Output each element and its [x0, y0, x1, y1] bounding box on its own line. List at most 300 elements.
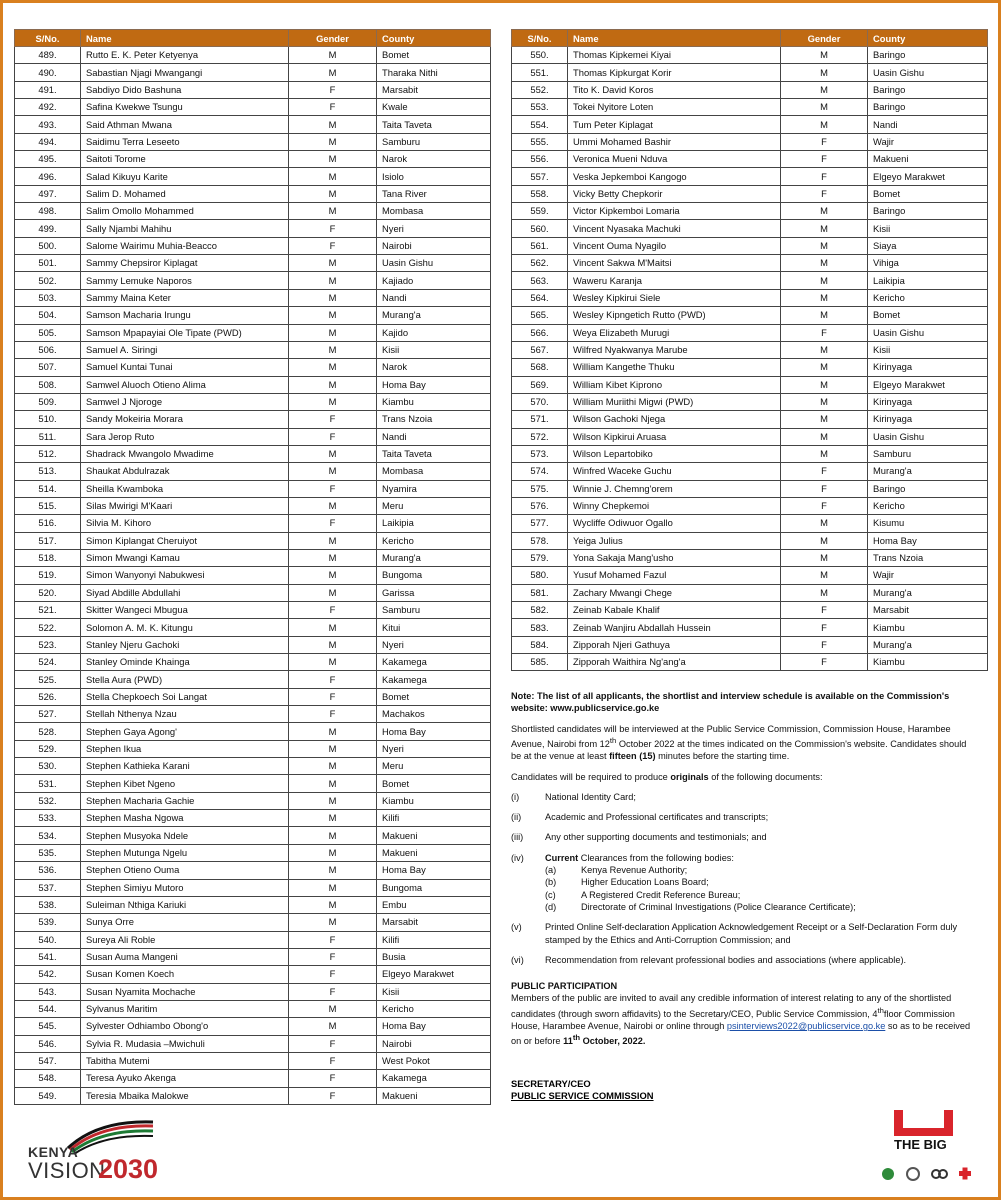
cell-sno: 537.	[15, 879, 81, 896]
cell-sno: 535.	[15, 844, 81, 861]
cell-name: Stella Chepkoech Soi Langat	[81, 688, 289, 705]
cell-gender: M	[289, 654, 377, 671]
cell-name: Stephen Musyoka Ndele	[81, 827, 289, 844]
cell-county: Nandi	[868, 116, 988, 133]
table-row	[15, 619, 491, 636]
cell-gender: M	[781, 515, 868, 532]
table-row	[15, 879, 491, 896]
col-county-header: County	[868, 30, 988, 47]
cell-sno: 530.	[15, 758, 81, 775]
cell-gender: M	[289, 619, 377, 636]
cell-gender: M	[781, 81, 868, 98]
cell-county: Kericho	[377, 1000, 491, 1017]
cell-gender: M	[781, 411, 868, 428]
cell-sno: 576.	[512, 497, 568, 514]
cell-gender: F	[289, 515, 377, 532]
cell-gender: M	[781, 341, 868, 358]
signature-block	[511, 1078, 654, 1102]
cell-county: Machakos	[377, 706, 491, 723]
cell-gender: F	[781, 133, 868, 150]
cell-county: Trans Nzoia	[868, 549, 988, 566]
cell-county: Kericho	[377, 532, 491, 549]
cell-sno: 572.	[512, 428, 568, 445]
cell-name: Thomas Kipkurgat Korir	[568, 64, 781, 81]
document-item: (v) Printed Online Self-declaration Application Acknowledgement Receipt or a Self-Declaration Form duly stamped by the Ethics and Anti-Corruption Commission; and	[511, 922, 958, 945]
cell-county: Vihiga	[868, 255, 988, 272]
pillar-icons	[880, 1164, 975, 1186]
cell-sno: 494.	[15, 133, 81, 150]
cell-sno: 509.	[15, 393, 81, 410]
table-row	[15, 168, 491, 185]
cell-sno: 495.	[15, 151, 81, 168]
cell-gender: F	[289, 983, 377, 1000]
cell-name: Wilfred Nyakwanya Marube	[568, 341, 781, 358]
cell-gender: M	[289, 775, 377, 792]
cell-sno: 533.	[15, 810, 81, 827]
cell-sno: 555.	[512, 133, 568, 150]
cell-sno: 583.	[512, 619, 568, 636]
cell-sno: 513.	[15, 463, 81, 480]
cell-gender: F	[781, 168, 868, 185]
table-row	[15, 99, 491, 116]
cell-gender: M	[289, 862, 377, 879]
cell-name: Sylvia R. Mudasia –Mwichuli	[81, 1035, 289, 1052]
cell-gender: F	[289, 237, 377, 254]
cell-name: Teresia Mbaika Malokwe	[81, 1087, 289, 1104]
cell-county: Kitui	[377, 619, 491, 636]
cell-gender: F	[289, 1070, 377, 1087]
clearances-list	[545, 864, 976, 913]
cell-gender: M	[289, 393, 377, 410]
table-row	[15, 671, 491, 688]
cell-county: West Pokot	[377, 1052, 491, 1069]
table-row	[512, 567, 988, 584]
cell-sno: 491.	[15, 81, 81, 98]
cell-county: Kakamega	[377, 671, 491, 688]
cell-gender: F	[781, 324, 868, 341]
cell-name: Wesley Kipngetich Rutto (PWD)	[568, 307, 781, 324]
cell-sno: 558.	[512, 185, 568, 202]
cell-gender: M	[289, 1018, 377, 1035]
table-row	[512, 636, 988, 653]
cell-sno: 532.	[15, 792, 81, 809]
cell-name: Yona Sakaja Mang'usho	[568, 549, 781, 566]
cell-sno: 547.	[15, 1052, 81, 1069]
table-row	[15, 515, 491, 532]
cell-name: Winny Chepkemoi	[568, 497, 781, 514]
cell-name: Vincent Sakwa M'Maitsi	[568, 255, 781, 272]
table-row	[512, 324, 988, 341]
table-row	[512, 428, 988, 445]
cell-county: Bomet	[377, 688, 491, 705]
cell-gender: M	[781, 376, 868, 393]
big-four-mark-icon	[880, 1110, 975, 1140]
cell-name: Silvia M. Kihoro	[81, 515, 289, 532]
cell-gender: F	[781, 619, 868, 636]
cell-county: Homa Bay	[377, 862, 491, 879]
notice-text	[511, 690, 976, 1056]
cell-county: Isiolo	[377, 168, 491, 185]
table-row	[15, 185, 491, 202]
cell-county: Kisii	[868, 220, 988, 237]
table-row	[512, 203, 988, 220]
table-row	[15, 914, 491, 931]
cell-sno: 529.	[15, 740, 81, 757]
cell-name: Tokei Nyitore Loten	[568, 99, 781, 116]
cell-name: Stephen Masha Ngowa	[81, 810, 289, 827]
table-row	[15, 740, 491, 757]
cell-gender: M	[289, 758, 377, 775]
cell-county: Bomet	[868, 185, 988, 202]
cell-sno: 541.	[15, 948, 81, 965]
table-row	[15, 1035, 491, 1052]
cell-name: Sammy Maina Keter	[81, 289, 289, 306]
cell-gender: F	[289, 1035, 377, 1052]
cell-sno: 517.	[15, 532, 81, 549]
cell-name: Samuel A. Siringi	[81, 341, 289, 358]
table-row	[15, 359, 491, 376]
cell-county: Baringo	[868, 203, 988, 220]
cell-gender: M	[289, 827, 377, 844]
document-item: (i) National Identity Card;	[511, 791, 636, 802]
cell-sno: 516.	[15, 515, 81, 532]
table-row	[512, 341, 988, 358]
public-participation-text: Members of the public are invited to avail any credible information of interest relating to any of the shortlisted candidates (through sworn affidavits) to the Secretary/CEO, Public Service Commission, 4thfloor Commission House, Harambee Avenue, Nairobi or online through psinterviews2022@publicservice.go.ke so as to be received on or before 11th October, 2022.	[511, 993, 971, 1047]
cell-county: Elgeyo Marakwet	[868, 168, 988, 185]
cell-name: Vicky Betty Chepkorir	[568, 185, 781, 202]
big-four-logo	[880, 1110, 975, 1190]
cell-sno: 518.	[15, 549, 81, 566]
cell-county: Busia	[377, 948, 491, 965]
table-row	[15, 428, 491, 445]
table-row	[15, 307, 491, 324]
cell-sno: 519.	[15, 567, 81, 584]
cell-gender: M	[781, 99, 868, 116]
cell-name: Sunya Orre	[81, 914, 289, 931]
col-sno-header: S/No.	[512, 30, 568, 47]
cell-sno: 515.	[15, 497, 81, 514]
table-row	[512, 289, 988, 306]
table-row	[512, 237, 988, 254]
table-row	[15, 723, 491, 740]
table-row	[15, 931, 491, 948]
cell-county: Kajido	[377, 324, 491, 341]
cell-name: Tum Peter Kiplagat	[568, 116, 781, 133]
cell-name: Thomas Kipkemei Kiyai	[568, 47, 781, 64]
cell-sno: 531.	[15, 775, 81, 792]
cell-name: Winfred Waceke Guchu	[568, 463, 781, 480]
cell-county: Samburu	[377, 602, 491, 619]
cell-county: Mombasa	[377, 203, 491, 220]
documents-list	[511, 791, 976, 844]
cell-sno: 582.	[512, 602, 568, 619]
table-row	[15, 341, 491, 358]
cell-gender: M	[781, 220, 868, 237]
cell-county: Nairobi	[377, 237, 491, 254]
table-row	[15, 792, 491, 809]
cell-name: Zipporah Njeri Gathuya	[568, 636, 781, 653]
cell-sno: 544.	[15, 1000, 81, 1017]
cell-sno: 507.	[15, 359, 81, 376]
cell-name: Zeinab Wanjiru Abdallah Hussein	[568, 619, 781, 636]
cell-name: Samwel Aluoch Otieno Alima	[81, 376, 289, 393]
cell-name: Wilson Kipkirui Aruasa	[568, 428, 781, 445]
document-item: (ii) Academic and Professional certificates and transcripts;	[511, 812, 769, 823]
cell-name: Veronica Mueni Nduva	[568, 151, 781, 168]
cell-name: Victor Kipkemboi Lomaria	[568, 203, 781, 220]
cell-county: Trans Nzoia	[377, 411, 491, 428]
shortlist-table-right	[511, 29, 988, 671]
cell-sno: 511.	[15, 428, 81, 445]
cell-gender: M	[289, 723, 377, 740]
cell-sno: 553.	[512, 99, 568, 116]
cell-gender: M	[781, 393, 868, 410]
cell-gender: F	[781, 480, 868, 497]
cell-name: Sylvester Odhiambo Obong'o	[81, 1018, 289, 1035]
table-row	[512, 480, 988, 497]
documents-intro: Candidates will be required to produce originals of the following documents:	[511, 771, 823, 782]
cell-name: Samwel J Njoroge	[81, 393, 289, 410]
table-row	[15, 1052, 491, 1069]
cell-gender: M	[289, 116, 377, 133]
cell-name: Salim Omollo Mohammed	[81, 203, 289, 220]
cell-sno: 563.	[512, 272, 568, 289]
cell-county: Samburu	[377, 133, 491, 150]
logo-vision-text: VISION	[28, 1158, 106, 1183]
clearance-item: (b) Higher Education Loans Board;	[545, 877, 709, 888]
cell-sno: 490.	[15, 64, 81, 81]
cell-gender: F	[289, 411, 377, 428]
cell-gender: M	[289, 463, 377, 480]
cell-name: Tito K. David Koros	[568, 81, 781, 98]
cell-gender: M	[781, 359, 868, 376]
cell-name: Vincent Nyasaka Machuki	[568, 220, 781, 237]
cell-sno: 527.	[15, 706, 81, 723]
cell-gender: M	[289, 341, 377, 358]
table-row	[15, 237, 491, 254]
table-row	[15, 1070, 491, 1087]
cell-county: Laikipia	[377, 515, 491, 532]
cell-name: Shaukat Abdulrazak	[81, 463, 289, 480]
cell-sno: 525.	[15, 671, 81, 688]
cell-county: Kirinyaga	[868, 411, 988, 428]
cell-county: Baringo	[868, 480, 988, 497]
table-row	[15, 706, 491, 723]
cell-sno: 567.	[512, 341, 568, 358]
cell-county: Bomet	[868, 307, 988, 324]
cell-name: Stellah Nthenya Nzau	[81, 706, 289, 723]
cell-sno: 542.	[15, 966, 81, 983]
documents-list-tail	[511, 921, 976, 966]
table-row	[512, 116, 988, 133]
cell-name: Ummi Mohamed Bashir	[568, 133, 781, 150]
cell-name: Rutto E. K. Peter Ketyenya	[81, 47, 289, 64]
cell-county: Kiambu	[868, 619, 988, 636]
cell-county: Garissa	[377, 584, 491, 601]
cell-sno: 581.	[512, 584, 568, 601]
cell-name: Wilson Gachoki Njega	[568, 411, 781, 428]
cell-gender: M	[781, 289, 868, 306]
cell-name: Saitoti Torome	[81, 151, 289, 168]
cell-gender: F	[289, 688, 377, 705]
cell-gender: M	[781, 237, 868, 254]
cell-name: Simon Wanyonyi Nabukwesi	[81, 567, 289, 584]
table-row	[15, 463, 491, 480]
cell-gender: M	[289, 289, 377, 306]
cell-sno: 534.	[15, 827, 81, 844]
cell-county: Samburu	[868, 445, 988, 462]
cell-county: Nyamira	[377, 480, 491, 497]
cell-name: Vincent Ouma Nyagilo	[568, 237, 781, 254]
cell-gender: M	[289, 1000, 377, 1017]
cell-gender: M	[289, 307, 377, 324]
cell-sno: 585.	[512, 654, 568, 671]
cell-county: Bungoma	[377, 879, 491, 896]
cell-sno: 564.	[512, 289, 568, 306]
cell-county: Kirinyaga	[868, 393, 988, 410]
table-row	[512, 602, 988, 619]
cell-gender: F	[781, 636, 868, 653]
cell-sno: 569.	[512, 376, 568, 393]
cell-name: Susan Auma Mangeni	[81, 948, 289, 965]
cell-gender: M	[289, 810, 377, 827]
cell-county: Mombasa	[377, 463, 491, 480]
cell-sno: 549.	[15, 1087, 81, 1104]
cell-name: Yusuf Mohamed Fazul	[568, 567, 781, 584]
email-link[interactable]: psinterviews2022@publicservice.go.ke	[726, 1021, 886, 1032]
cell-name: Stephen Ikua	[81, 740, 289, 757]
cell-gender: F	[289, 81, 377, 98]
cell-name: Stanley Njeru Gachoki	[81, 636, 289, 653]
table-row	[15, 896, 491, 913]
cell-sno: 574.	[512, 463, 568, 480]
cell-county: Kiambu	[377, 393, 491, 410]
cell-county: Nyeri	[377, 740, 491, 757]
cell-sno: 498.	[15, 203, 81, 220]
cell-gender: M	[781, 47, 868, 64]
cell-name: Waweru Karanja	[568, 272, 781, 289]
cell-county: Nandi	[377, 428, 491, 445]
cell-sno: 503.	[15, 289, 81, 306]
cell-gender: M	[781, 255, 868, 272]
cell-sno: 545.	[15, 1018, 81, 1035]
cell-county: Baringo	[868, 47, 988, 64]
cell-name: Stephen Kibet Ngeno	[81, 775, 289, 792]
cell-gender: F	[289, 948, 377, 965]
table-row	[512, 99, 988, 116]
cell-county: Homa Bay	[868, 532, 988, 549]
cell-name: Wilson Lepartobiko	[568, 445, 781, 462]
cell-name: Salome Wairimu Muhia-Beacco	[81, 237, 289, 254]
table-row	[512, 654, 988, 671]
logo-kenya-text: KENYA	[28, 1144, 79, 1160]
table-row	[15, 324, 491, 341]
cell-county: Kilifi	[377, 931, 491, 948]
table-row	[512, 411, 988, 428]
cell-sno: 523.	[15, 636, 81, 653]
cell-county: Tharaka Nithi	[377, 64, 491, 81]
cell-gender: M	[289, 549, 377, 566]
cell-sno: 508.	[15, 376, 81, 393]
cell-gender: M	[289, 740, 377, 757]
table-row	[512, 359, 988, 376]
cell-sno: 489.	[15, 47, 81, 64]
cell-name: Suleiman Nthiga Kariuki	[81, 896, 289, 913]
cell-county: Meru	[377, 497, 491, 514]
cell-gender: M	[289, 359, 377, 376]
cell-county: Makueni	[377, 827, 491, 844]
cell-county: Nairobi	[377, 1035, 491, 1052]
signature-org: PUBLIC SERVICE COMMISSION	[511, 1090, 654, 1101]
cell-sno: 512.	[15, 445, 81, 462]
cell-county: Baringo	[868, 99, 988, 116]
cell-sno: 556.	[512, 151, 568, 168]
cell-name: Salad Kikuyu Karite	[81, 168, 289, 185]
table-row	[512, 255, 988, 272]
table-row	[15, 445, 491, 462]
cell-sno: 552.	[512, 81, 568, 98]
cell-sno: 554.	[512, 116, 568, 133]
cell-gender: F	[781, 654, 868, 671]
cell-sno: 493.	[15, 116, 81, 133]
table-row	[15, 810, 491, 827]
table-row	[15, 827, 491, 844]
cell-sno: 520.	[15, 584, 81, 601]
cell-sno: 524.	[15, 654, 81, 671]
cell-sno: 561.	[512, 237, 568, 254]
table-row	[15, 602, 491, 619]
cell-name: Samuel Kuntai Tunai	[81, 359, 289, 376]
logo-year-text: 2030	[98, 1154, 159, 1184]
cell-name: Samson Macharia Irungu	[81, 307, 289, 324]
cell-sno: 571.	[512, 411, 568, 428]
table-row	[15, 255, 491, 272]
cell-gender: F	[289, 671, 377, 688]
cell-county: Kwale	[377, 99, 491, 116]
document-item: (iii) Any other supporting documents and testimonials; and	[511, 832, 767, 843]
cell-sno: 496.	[15, 168, 81, 185]
table-row	[15, 1000, 491, 1017]
cell-gender: F	[289, 931, 377, 948]
cell-sno: 548.	[15, 1070, 81, 1087]
cell-county: Kisumu	[868, 515, 988, 532]
interview-paragraph: Shortlisted candidates will be interviewed at the Public Service Commission, Commission House, Harambee Avenue, Nairobi from 12th October 2022 at the times indicated on the Commission's website. Candidates should be at the venue at least fifteen (15) minutes before the starting time.	[511, 723, 967, 762]
table-row	[15, 549, 491, 566]
table-row	[15, 116, 491, 133]
table-row	[15, 948, 491, 965]
cell-sno: 575.	[512, 480, 568, 497]
cell-county: Bomet	[377, 775, 491, 792]
cell-county: Kisii	[377, 983, 491, 1000]
clearance-item: (a) Kenya Revenue Authority;	[545, 865, 688, 876]
cell-gender: M	[289, 567, 377, 584]
cell-name: Stephen Gaya Agong'	[81, 723, 289, 740]
cell-name: Sally Njambi Mahihu	[81, 220, 289, 237]
table-row	[512, 445, 988, 462]
cell-gender: F	[289, 99, 377, 116]
cell-sno: 502.	[15, 272, 81, 289]
table-row	[512, 463, 988, 480]
kenya-vision-2030-logo	[28, 1118, 178, 1183]
cell-name: Tabitha Mutemi	[81, 1052, 289, 1069]
cell-county: Narok	[377, 151, 491, 168]
table-row	[15, 220, 491, 237]
table-row	[15, 376, 491, 393]
table-row	[15, 47, 491, 64]
cell-name: Stephen Kathieka Karani	[81, 758, 289, 775]
table-row	[512, 81, 988, 98]
cell-county: Homa Bay	[377, 1018, 491, 1035]
